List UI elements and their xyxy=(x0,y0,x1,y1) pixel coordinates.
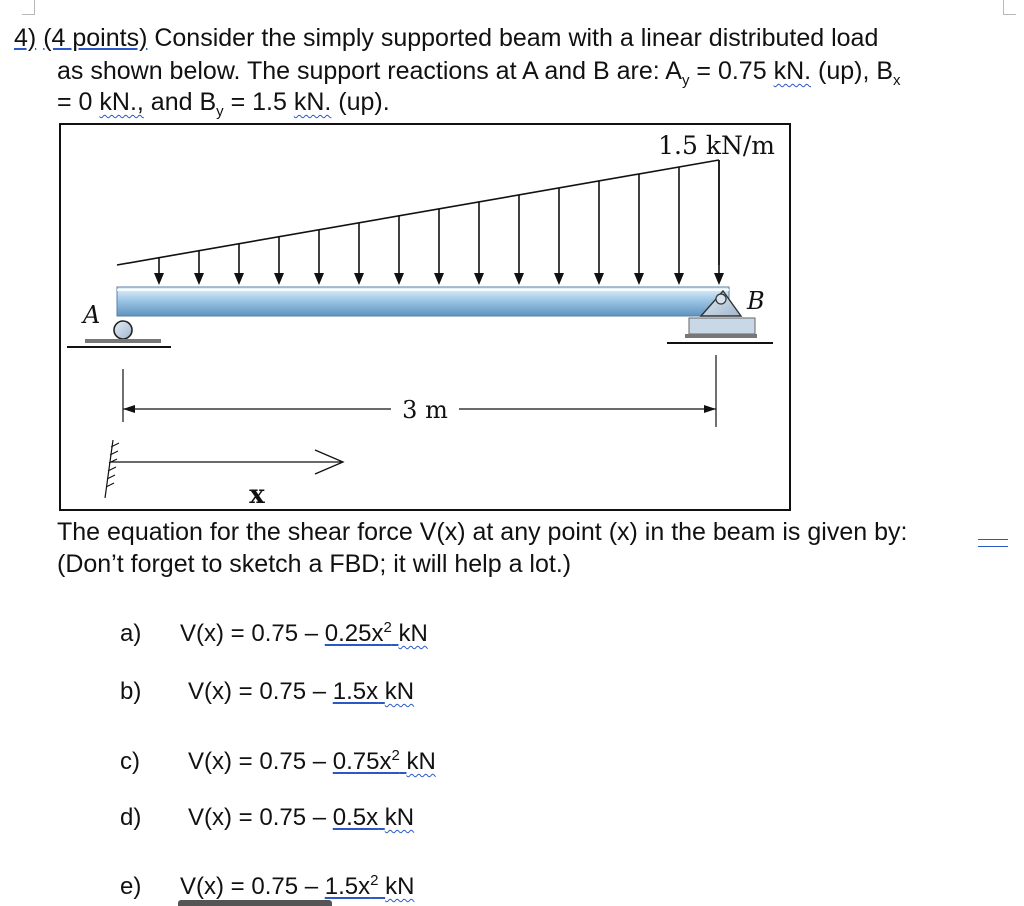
load-arrow-head xyxy=(634,273,644,285)
option-letter: d) xyxy=(120,804,142,831)
option-letter: a) xyxy=(120,620,142,647)
bx-subscript: x xyxy=(893,72,901,89)
load-arrows xyxy=(154,160,724,285)
option-unit: kN xyxy=(398,620,428,647)
option-c[interactable] xyxy=(120,742,436,776)
scroll-indicator xyxy=(178,900,332,906)
load-arrow-head xyxy=(274,273,284,285)
prompt-text-2: (Don’t forget to sketch a FBD; it will help a lot.) xyxy=(57,550,572,578)
ay-value: = 0.75 xyxy=(689,57,774,85)
option-a[interactable] xyxy=(120,614,428,648)
x-axis-arrow xyxy=(105,440,343,510)
option-unit: kN xyxy=(385,873,415,900)
ay-unit: kN. xyxy=(773,57,812,85)
beam-figure xyxy=(59,123,791,511)
by-direction: (up). xyxy=(331,88,390,116)
question-text-1: Consider the simply supported beam with a linear distributed load xyxy=(147,24,879,52)
option-e[interactable] xyxy=(120,867,414,901)
page-corner-mark-right xyxy=(1003,0,1016,15)
page-corner-mark-left xyxy=(22,0,35,15)
ay-direction: (up), B xyxy=(811,57,894,85)
span-dimension xyxy=(123,355,716,427)
option-unit: kN xyxy=(384,678,415,705)
option-term: $0.75x^2$ xyxy=(332,747,400,775)
option-unit: kN xyxy=(406,748,436,775)
by-label: and B xyxy=(143,88,217,116)
question-text-2: as shown below. The support reactions at A and B are: A xyxy=(57,57,682,85)
option-prefix: V(x) = 0.75 – xyxy=(188,748,333,775)
question-number: 4) xyxy=(14,24,37,52)
question-line-1 xyxy=(14,23,878,53)
option-term: 0.5x xyxy=(332,804,379,831)
question-points: (4 points) xyxy=(43,24,148,52)
bx-value: = 0 xyxy=(57,88,100,116)
span-label: 3 m xyxy=(402,396,448,424)
option-letter: e) xyxy=(120,873,142,900)
load-arrow-head xyxy=(234,273,244,285)
load-arrow-head xyxy=(354,273,364,285)
option-term: 1.5x xyxy=(332,678,379,705)
load-arrow-head xyxy=(434,273,444,285)
load-arrow-head xyxy=(514,273,524,285)
load-arrow-head xyxy=(554,273,564,285)
load-intensity-label: 1.5 kN/m xyxy=(658,131,775,160)
option-prefix: V(x) = 0.75 – xyxy=(188,804,333,831)
option-unit: kN xyxy=(384,804,415,831)
question-line-3 xyxy=(57,87,390,127)
distributed-load xyxy=(117,160,724,285)
ay-subscript: y xyxy=(681,72,690,89)
option-d[interactable] xyxy=(120,804,414,832)
support-b-label: B xyxy=(747,287,765,315)
x-axis-label: x xyxy=(249,480,265,510)
option-term: $0.25x^2$ xyxy=(324,619,392,647)
load-arrow-head xyxy=(474,273,484,285)
by-unit: kN. xyxy=(293,88,332,116)
option-term: $1.5x^2$ xyxy=(324,872,379,900)
option-prefix: V(x) = 0.75 – xyxy=(180,620,325,647)
prompt-text-1: The equation for the shear force V(x) at any point (x) in the beam is given by: xyxy=(57,518,908,546)
load-arrow-head xyxy=(394,273,404,285)
prompt-line-1 xyxy=(57,517,907,547)
beam xyxy=(117,287,729,316)
option-letter: c) xyxy=(120,748,140,775)
support-a-label: A xyxy=(83,301,101,329)
beam-diagram xyxy=(61,125,793,513)
option-prefix: V(x) = 0.75 – xyxy=(180,873,325,900)
load-arrow-head xyxy=(154,273,164,285)
load-arrow-head xyxy=(194,273,204,285)
by-subscript: y xyxy=(216,103,224,120)
load-arrow-head xyxy=(594,273,604,285)
load-arrow-head xyxy=(674,273,684,285)
option-prefix: V(x) = 0.75 – xyxy=(188,678,333,705)
prompt-line-2 xyxy=(57,549,571,579)
option-b[interactable] xyxy=(120,678,414,706)
by-value: = 1.5 xyxy=(223,88,294,116)
load-arrow-head xyxy=(314,273,324,285)
bx-unit: kN., xyxy=(99,88,144,116)
load-arrow-head xyxy=(714,273,724,285)
option-letter: b) xyxy=(120,678,142,705)
blank-marker xyxy=(978,539,1008,547)
